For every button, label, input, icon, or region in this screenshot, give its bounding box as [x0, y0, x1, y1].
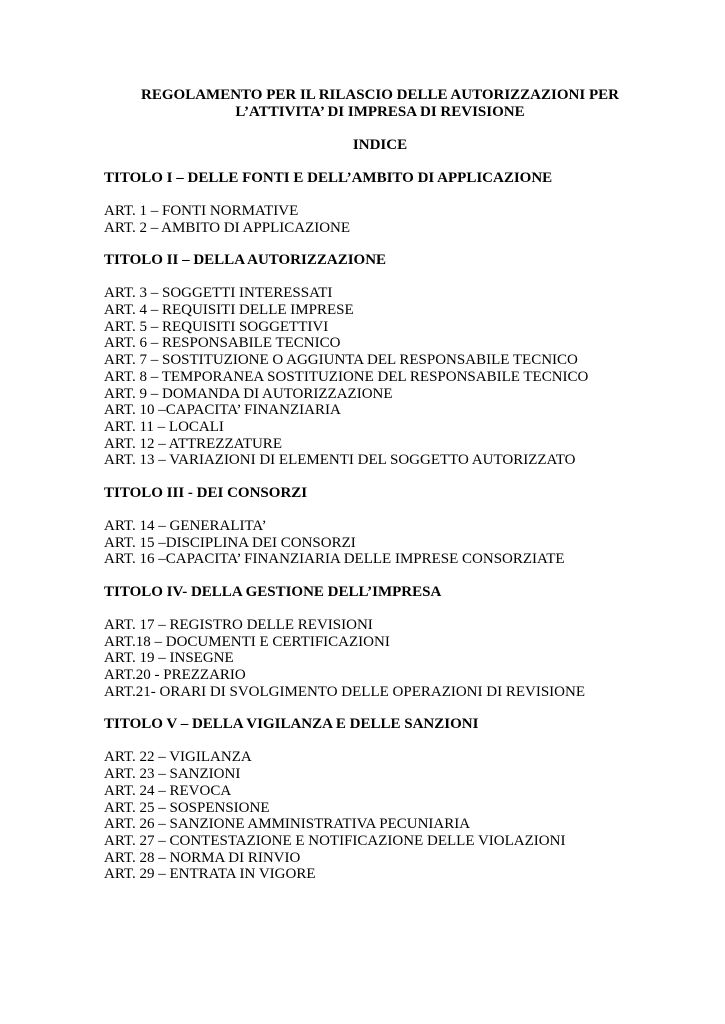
- article-item: ART. 15 –DISCIPLINA DEI CONSORZI: [104, 534, 356, 551]
- article-item: ART. 12 – ATTREZZATURE: [104, 435, 282, 452]
- article-item: ART. 10 –CAPACITA’ FINANZIARIA: [104, 402, 341, 419]
- section-titolo-3: [104, 485, 704, 568]
- article-list: [104, 617, 704, 700]
- article-item: ART. 1 – FONTI NORMATIVE: [104, 203, 299, 219]
- document-title-line-1: REGOLAMENTO PER IL RILASCIO DELLE AUTORIZZAZIONI PER: [141, 87, 619, 103]
- article-item: ART. 27 – CONTESTAZIONE E NOTIFICAZIONE DELLE VIOLAZIONI: [104, 832, 566, 849]
- section-titolo-4: [104, 584, 704, 700]
- article-item: ART. 28 – NORMA DI RINVIO: [104, 849, 301, 866]
- article-item: ART. 9 – DOMANDA DI AUTORIZZAZIONE: [104, 385, 393, 402]
- document-title-line-2: L’ATTIVITA’ DI IMPRESA DI REVISIONE: [235, 104, 525, 120]
- article-item: ART. 8 – TEMPORANEA SOSTITUZIONE DEL RESPONSABILE TECNICO: [104, 368, 589, 385]
- article-item: ART. 23 – SANZIONI: [104, 766, 241, 783]
- section-title: TITOLO IV- DELLA GESTIONE DELL’IMPRESA: [104, 584, 442, 600]
- article-item: ART. 13 – VARIAZIONI DI ELEMENTI DEL SOGGETTO AUTORIZZATO: [104, 452, 576, 469]
- section-title: TITOLO I – DELLE FONTI E DELL’AMBITO DI APPLICAZIONE: [104, 170, 553, 186]
- section-titolo-1: [104, 170, 704, 236]
- article-item: ART.18 – DOCUMENTI E CERTIFICAZIONI: [104, 633, 390, 650]
- article-list: [104, 749, 704, 883]
- article-item: ART. 11 – LOCALI: [104, 418, 224, 435]
- article-item: ART. 22 – VIGILANZA: [104, 749, 252, 766]
- section-titolo-2: [104, 252, 704, 469]
- article-item: ART. 17 – REGISTRO DELLE REVISIONI: [104, 617, 373, 633]
- article-item: ART. 3 – SOGGETTI INTERESSATI: [104, 285, 333, 302]
- index-heading: INDICE: [352, 137, 408, 153]
- article-item: ART.21- ORARI DI SVOLGIMENTO DELLE OPERAZIONI DI REVISIONE: [104, 683, 585, 700]
- table-of-contents: [104, 170, 704, 883]
- article-item: ART. 19 – INSEGNE: [104, 650, 234, 667]
- article-item: ART. 25 – SOSPENSIONE: [104, 799, 270, 816]
- article-item: ART. 5 – REQUISITI SOGGETTIVI: [104, 318, 329, 335]
- section-titolo-5: [104, 716, 704, 883]
- article-item: ART. 26 – SANZIONE AMMINISTRATIVA PECUNIARIA: [104, 816, 471, 833]
- article-list: [104, 518, 704, 568]
- article-item: ART. 7 – SOSTITUZIONE O AGGIUNTA DEL RESPONSABILE TECNICO: [104, 352, 578, 369]
- article-item: ART. 6 – RESPONSABILE TECNICO: [104, 335, 341, 352]
- article-item: ART. 24 – REVOCA: [104, 782, 232, 799]
- article-item: ART. 29 – ENTRATA IN VIGORE: [104, 866, 316, 883]
- article-item: ART. 16 –CAPACITA’ FINANZIARIA DELLE IMPRESE CONSORZIATE: [104, 551, 565, 568]
- article-item: ART.20 - PREZZARIO: [104, 667, 246, 684]
- article-item: ART. 2 – AMBITO DI APPLICAZIONE: [104, 219, 351, 236]
- article-item: ART. 14 – GENERALITA’: [104, 517, 267, 534]
- article-item: ART. 4 – REQUISITI DELLE IMPRESE: [104, 302, 354, 319]
- section-title: TITOLO III - DEI CONSORZI: [104, 484, 308, 501]
- section-title: TITOLO II – DELLA AUTORIZZAZIONE: [104, 252, 387, 269]
- section-title: TITOLO V – DELLA VIGILANZA E DELLE SANZIONI: [104, 716, 479, 733]
- article-list: [104, 203, 704, 236]
- article-list: [104, 285, 704, 469]
